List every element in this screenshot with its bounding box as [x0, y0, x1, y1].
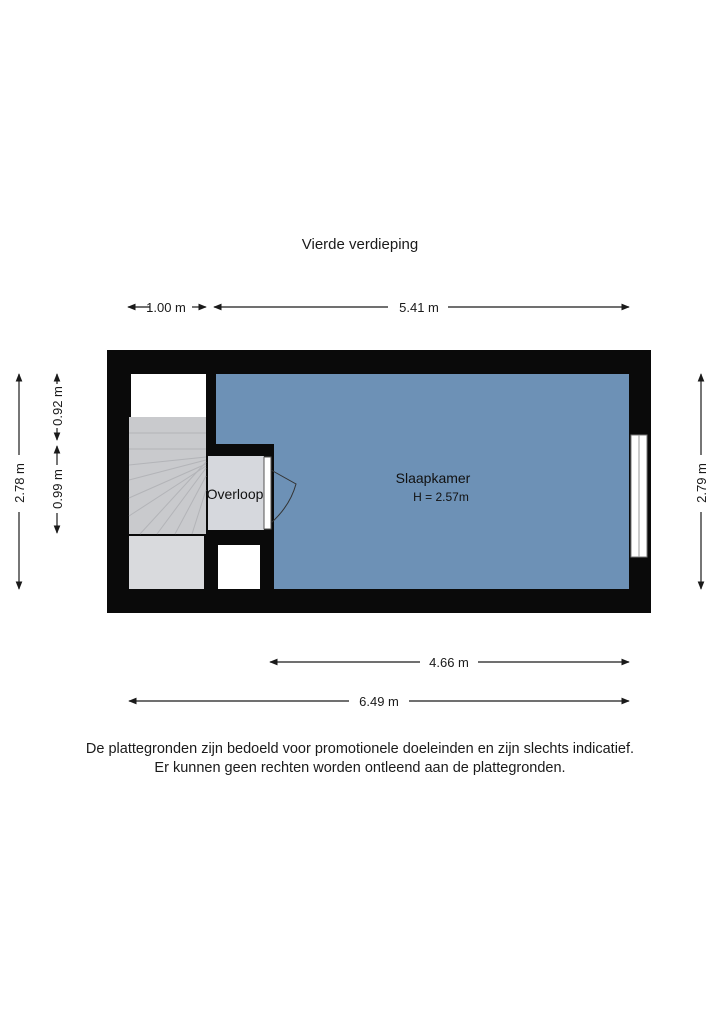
disclaimer-line-1: De plattegronden zijn bedoeld voor promotionele doeleinden en zijn slechts indicatief.: [85, 741, 635, 757]
dim-left-outer: 2.78 m: [12, 463, 27, 503]
dim-top-left: 1.00 m: [146, 300, 186, 315]
stair: [129, 417, 206, 534]
landing-label: Overloop: [206, 486, 264, 502]
disclaimer: [0, 740, 720, 778]
bedroom-floor-upper: [216, 374, 629, 444]
storage-bottom-left: [129, 536, 204, 589]
bedroom-label: Slaapkamer: [395, 470, 471, 486]
dim-top-right: 5.41 m: [399, 300, 439, 315]
dim-left-lower: 0.99 m: [50, 469, 65, 509]
dim-left-upper: 0.92 m: [50, 386, 65, 426]
void-bottom-middle: [218, 545, 260, 589]
void-top-left: [131, 374, 206, 417]
door-frame: [264, 457, 271, 529]
disclaimer-line-2: Er kunnen geen rechten worden ontleend aan de plattegronden.: [154, 760, 566, 776]
dim-bottom-total: 6.49 m: [359, 694, 399, 709]
dim-right: 2.79 m: [694, 463, 709, 503]
floor-title: Vierde verdieping: [301, 236, 419, 253]
bedroom-height: H = 2.57m: [413, 490, 469, 504]
dim-bottom-inner: 4.66 m: [429, 655, 469, 670]
